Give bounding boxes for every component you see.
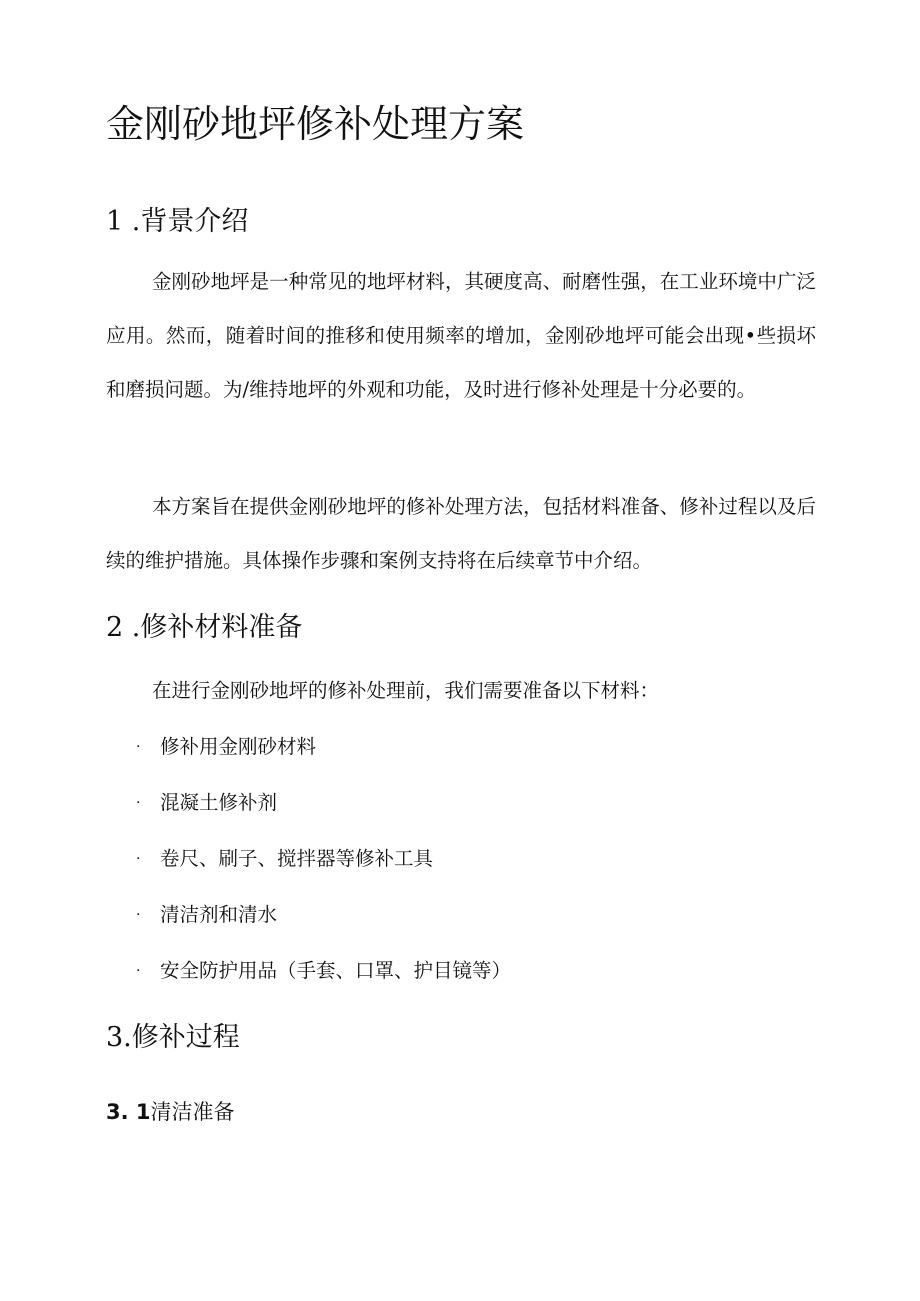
list-item	[136, 791, 277, 814]
list-item	[136, 903, 277, 926]
list-item-text: 清洁剂和清水	[160, 903, 278, 926]
list-item-text: 修补用金刚砂材料	[160, 735, 317, 758]
section-2-heading: 2 .修补材料准备	[106, 612, 303, 643]
subsection-3-1-heading	[106, 1100, 235, 1125]
bullet-dot-icon: ·	[136, 739, 141, 755]
bullet-dot-icon: ·	[136, 851, 141, 867]
section-2-intro: 在进行金刚砂地坪的修补处理前，我们需要准备以下材料：	[152, 679, 660, 702]
section-1-paragraph-1: 金刚砂地坪是一种常见的地坪材料，其硬度高、耐磨性强，在工业环境中广泛应用。然而，随着时间的推移和使用频率的增加，金刚砂地坪可能会出现•些损坏和磨损问题。为/维持地坪的外观和功能，及时进行修补处理是十分必要的。	[106, 270, 816, 401]
list-item	[136, 959, 511, 982]
list-item	[136, 735, 316, 758]
section-3-heading: 3.修补过程	[106, 1022, 240, 1053]
section-1-heading: 1 .背景介绍	[106, 206, 249, 237]
bullet-dot-icon: ·	[136, 963, 141, 979]
subsection-number: 3. 1	[106, 1100, 151, 1124]
section-1-paragraph-2: 本方案旨在提供金刚砂地坪的修补处理方法，包括材料准备、修补过程以及后续的维护措施。具体操作步骤和案例支持将在后续章节中介绍。	[106, 495, 816, 572]
bullet-dot-icon: ·	[136, 907, 141, 923]
list-item-text: 混凝土修补剂	[160, 791, 278, 814]
document-title: 金刚砂地坪修补处理方案	[106, 102, 525, 146]
bullet-dot-icon: ·	[136, 795, 141, 811]
list-item-text: 安全防护用品（手套、口罩、护目镜等）	[160, 959, 512, 982]
subsection-title: 清洁准备	[150, 1100, 235, 1124]
list-item-text: 卷尺、刷子、搅拌器等修补工具	[160, 847, 434, 870]
list-item	[136, 847, 433, 870]
